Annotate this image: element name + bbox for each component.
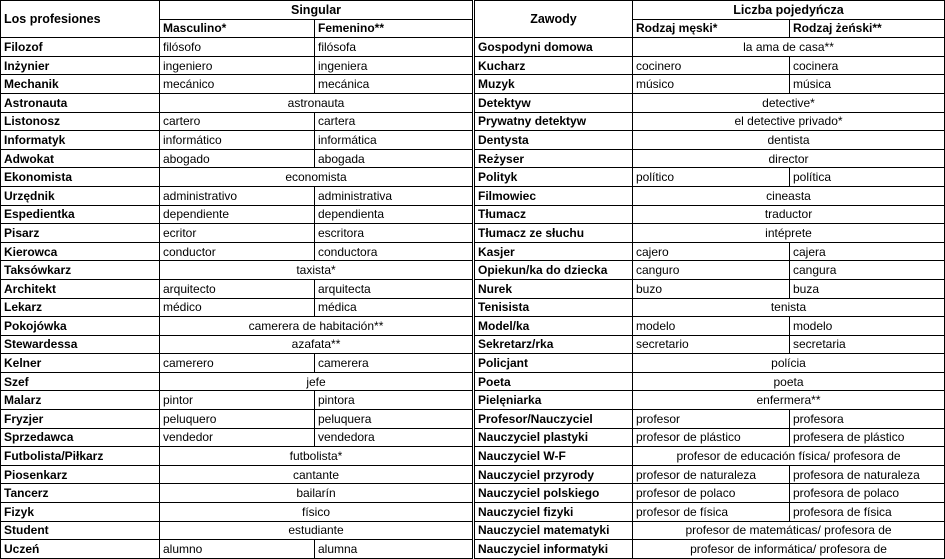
feminine-form: médica: [315, 298, 473, 317]
table-row: [475, 168, 945, 187]
masculine-form: profesor de plástico: [633, 428, 790, 447]
common-form: cantante: [160, 465, 473, 484]
table-row: [475, 484, 945, 503]
profession-term: Urzędnik: [1, 186, 160, 205]
feminine-form: informática: [315, 131, 473, 150]
feminine-form: peluquera: [315, 410, 473, 429]
profession-term: Taksówkarz: [1, 261, 160, 280]
profession-term: Fizyk: [1, 503, 160, 522]
profession-term: Filmowiec: [475, 186, 633, 205]
common-form: bailarín: [160, 484, 473, 503]
masculine-form: profesor de naturaleza: [633, 465, 790, 484]
common-form: cineasta: [633, 186, 945, 205]
profession-term: Mechanik: [1, 75, 160, 94]
table-row: [1, 261, 473, 280]
feminine-form: conductora: [315, 242, 473, 261]
table-row: [1, 38, 473, 57]
table-row: [475, 279, 945, 298]
masculine-form: arquitecto: [160, 279, 315, 298]
polish-professions-table: [474, 0, 945, 559]
profession-term: Nauczyciel matematyki: [475, 521, 633, 540]
table-row: [1, 428, 473, 447]
common-form: jefe: [160, 372, 473, 391]
profession-term: Kierowca: [1, 242, 160, 261]
table-row: [1, 317, 473, 336]
common-form: profesor de educación física/ profesora de: [633, 447, 945, 466]
feminine-header: Femenino**: [315, 19, 473, 38]
profession-term: Adwokat: [1, 149, 160, 168]
masculine-form: abogado: [160, 149, 315, 168]
table-row: [475, 186, 945, 205]
common-form: físico: [160, 503, 473, 522]
common-form: director: [633, 149, 945, 168]
feminine-form: pintora: [315, 391, 473, 410]
table-row: [1, 447, 473, 466]
profession-term: Nurek: [475, 279, 633, 298]
feminine-form: secretaria: [790, 335, 945, 354]
table-row: [475, 205, 945, 224]
profession-term: Nauczyciel informatyki: [475, 540, 633, 559]
common-form: traductor: [633, 205, 945, 224]
feminine-form: camerera: [315, 354, 473, 373]
masculine-form: profesor de polaco: [633, 484, 790, 503]
masculine-form: secretario: [633, 335, 790, 354]
table-row: [1, 56, 473, 75]
table-row: [1, 112, 473, 131]
feminine-form: abogada: [315, 149, 473, 168]
common-form: enfermera**: [633, 391, 945, 410]
masculine-form: peluquero: [160, 410, 315, 429]
profession-term: Astronauta: [1, 93, 160, 112]
profession-term: Pielęniarka: [475, 391, 633, 410]
table-row: [475, 131, 945, 150]
table-row: [475, 372, 945, 391]
profession-header: Los profesiones: [1, 1, 160, 38]
table-row: [1, 465, 473, 484]
profession-term: Fryzjer: [1, 410, 160, 429]
masculine-form: profesor: [633, 410, 790, 429]
masculine-form: vendedor: [160, 428, 315, 447]
table-row: [475, 38, 945, 57]
profession-term: Kelner: [1, 354, 160, 373]
table-row: [475, 93, 945, 112]
table-row: [1, 224, 473, 243]
table-row: [475, 354, 945, 373]
masculine-form: cajero: [633, 242, 790, 261]
table-row: [475, 224, 945, 243]
profession-term: Sprzedawca: [1, 428, 160, 447]
profession-term: Listonosz: [1, 112, 160, 131]
table-row: [475, 317, 945, 336]
masculine-form: conductor: [160, 242, 315, 261]
masculine-form: cocinero: [633, 56, 790, 75]
profession-term: Reżyser: [475, 149, 633, 168]
profession-term: Ekonomista: [1, 168, 160, 187]
feminine-form: escritora: [315, 224, 473, 243]
profession-term: Prywatny detektyw: [475, 112, 633, 131]
profession-term: Tłumacz ze słuchu: [475, 224, 633, 243]
table-row: [475, 521, 945, 540]
feminine-form: filósofa: [315, 38, 473, 57]
common-form: estudiante: [160, 521, 473, 540]
feminine-form: cocinera: [790, 56, 945, 75]
table-row: [475, 540, 945, 559]
masculine-form: alumno: [160, 540, 315, 559]
profession-term: Pisarz: [1, 224, 160, 243]
masculine-header: Rodzaj męski*: [633, 19, 790, 38]
feminine-form: mecánica: [315, 75, 473, 94]
feminine-form: profesera de plástico: [790, 428, 945, 447]
table-row: [1, 242, 473, 261]
feminine-form: cangura: [790, 261, 945, 280]
common-form: profesor de matemáticas/ profesora de: [633, 521, 945, 540]
common-form: taxista*: [160, 261, 473, 280]
masculine-form: camerero: [160, 354, 315, 373]
profession-term: Filozof: [1, 38, 160, 57]
table-row: [1, 410, 473, 429]
profession-term: Tłumacz: [475, 205, 633, 224]
profession-term: Opiekun/ka do dziecka: [475, 261, 633, 280]
common-form: economista: [160, 168, 473, 187]
common-form: camerera de habitación**: [160, 317, 473, 336]
masculine-form: buzo: [633, 279, 790, 298]
singular-header: Singular: [160, 1, 473, 20]
table-row: [475, 112, 945, 131]
masculine-form: modelo: [633, 317, 790, 336]
table-row: [1, 186, 473, 205]
profession-term: Sekretarz/rka: [475, 335, 633, 354]
profession-term: Detektyw: [475, 93, 633, 112]
profession-term: Kucharz: [475, 56, 633, 75]
table-row: [1, 279, 473, 298]
table-row: [1, 93, 473, 112]
common-form: poeta: [633, 372, 945, 391]
feminine-form: buza: [790, 279, 945, 298]
masculine-form: cartero: [160, 112, 315, 131]
profession-term: Stewardessa: [1, 335, 160, 354]
feminine-form: administrativa: [315, 186, 473, 205]
common-form: astronauta: [160, 93, 473, 112]
feminine-form: profesora de naturaleza: [790, 465, 945, 484]
masculine-form: político: [633, 168, 790, 187]
table-row: [1, 131, 473, 150]
profession-term: Piosenkarz: [1, 465, 160, 484]
profession-term: Nauczyciel plastyki: [475, 428, 633, 447]
table-row: [1, 335, 473, 354]
table-row: [475, 503, 945, 522]
table-row: [1, 168, 473, 187]
common-form: azafata**: [160, 335, 473, 354]
table-row: [475, 391, 945, 410]
profession-term: Tancerz: [1, 484, 160, 503]
table-row: [1, 298, 473, 317]
table-row: [475, 75, 945, 94]
table-row: [475, 410, 945, 429]
profession-term: Nauczyciel przyrody: [475, 465, 633, 484]
common-form: polícia: [633, 354, 945, 373]
profession-term: Muzyk: [475, 75, 633, 94]
profession-term: Architekt: [1, 279, 160, 298]
profession-term: Nauczyciel W-F: [475, 447, 633, 466]
common-form: el detective privado*: [633, 112, 945, 131]
masculine-form: profesor de física: [633, 503, 790, 522]
common-form: dentista: [633, 131, 945, 150]
profession-term: Uczeń: [1, 540, 160, 559]
common-form: tenista: [633, 298, 945, 317]
table-row: [475, 428, 945, 447]
table-row: [1, 484, 473, 503]
profession-term: Szef: [1, 372, 160, 391]
profession-term: Nauczyciel fizyki: [475, 503, 633, 522]
feminine-form: música: [790, 75, 945, 94]
masculine-form: pintor: [160, 391, 315, 410]
profession-term: Gospodyni domowa: [475, 38, 633, 57]
table-row: [1, 149, 473, 168]
common-form: intéprete: [633, 224, 945, 243]
feminine-form: modelo: [790, 317, 945, 336]
masculine-form: ingeniero: [160, 56, 315, 75]
feminine-form: vendedora: [315, 428, 473, 447]
profession-term: Profesor/Nauczyciel: [475, 410, 633, 429]
masculine-form: informático: [160, 131, 315, 150]
table-row: [1, 503, 473, 522]
singular-header: Liczba pojedyńcza: [633, 1, 945, 20]
header-row-1: [475, 1, 945, 20]
feminine-form: arquitecta: [315, 279, 473, 298]
masculine-form: médico: [160, 298, 315, 317]
table-row: [1, 354, 473, 373]
profession-header: Zawody: [475, 1, 633, 38]
feminine-form: alumna: [315, 540, 473, 559]
feminine-form: cajera: [790, 242, 945, 261]
feminine-form: profesora de física: [790, 503, 945, 522]
common-form: la ama de casa**: [633, 38, 945, 57]
common-form: detective*: [633, 93, 945, 112]
masculine-form: filósofo: [160, 38, 315, 57]
table-row: [1, 372, 473, 391]
table-row: [1, 75, 473, 94]
feminine-form: ingeniera: [315, 56, 473, 75]
table-row: [475, 335, 945, 354]
table-row: [475, 242, 945, 261]
profession-term: Informatyk: [1, 131, 160, 150]
table-row: [475, 447, 945, 466]
profession-term: Dentysta: [475, 131, 633, 150]
masculine-header: Masculino*: [160, 19, 315, 38]
profession-term: Model/ka: [475, 317, 633, 336]
masculine-form: canguro: [633, 261, 790, 280]
masculine-form: ecritor: [160, 224, 315, 243]
feminine-form: profesora: [790, 410, 945, 429]
header-row-1: [1, 1, 473, 20]
profession-term: Inżynier: [1, 56, 160, 75]
profession-term: Polityk: [475, 168, 633, 187]
masculine-form: mecánico: [160, 75, 315, 94]
feminine-form: política: [790, 168, 945, 187]
profession-term: Kasjer: [475, 242, 633, 261]
common-form: futbolista*: [160, 447, 473, 466]
profession-term: Malarz: [1, 391, 160, 410]
profession-term: Poeta: [475, 372, 633, 391]
profession-term: Nauczyciel polskiego: [475, 484, 633, 503]
table-row: [475, 56, 945, 75]
table-row: [1, 540, 473, 559]
profession-term: Pokojówka: [1, 317, 160, 336]
profession-term: Student: [1, 521, 160, 540]
table-row: [475, 298, 945, 317]
common-form: profesor de informática/ profesora de: [633, 540, 945, 559]
table-row: [475, 465, 945, 484]
table-row: [1, 521, 473, 540]
profession-term: Lekarz: [1, 298, 160, 317]
profession-term: Tenisista: [475, 298, 633, 317]
feminine-form: cartera: [315, 112, 473, 131]
table-row: [475, 149, 945, 168]
profession-term: Futbolista/Piłkarz: [1, 447, 160, 466]
masculine-form: dependiente: [160, 205, 315, 224]
masculine-form: músico: [633, 75, 790, 94]
masculine-form: administrativo: [160, 186, 315, 205]
feminine-form: profesora de polaco: [790, 484, 945, 503]
feminine-form: dependienta: [315, 205, 473, 224]
table-row: [475, 261, 945, 280]
table-row: [1, 391, 473, 410]
table-row: [1, 205, 473, 224]
profession-term: Espedientka: [1, 205, 160, 224]
profession-term: Policjant: [475, 354, 633, 373]
feminine-header: Rodzaj żeński**: [790, 19, 945, 38]
